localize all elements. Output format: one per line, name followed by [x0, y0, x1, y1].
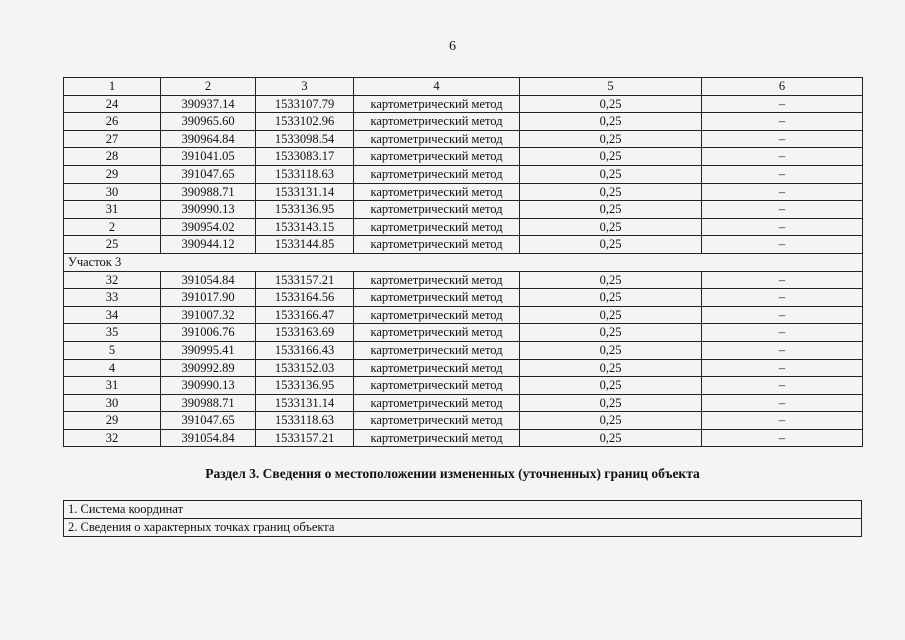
section-row [64, 253, 863, 271]
table-cell: картометрический метод [354, 236, 520, 254]
table-cell: – [702, 306, 863, 324]
table-cell: 33 [64, 289, 161, 307]
section-info-table [63, 500, 862, 537]
table-cell: 0,25 [520, 306, 702, 324]
table-cell: 391006.76 [161, 324, 256, 342]
table-cell: 390992.89 [161, 359, 256, 377]
table-cell: 390965.60 [161, 113, 256, 131]
table-cell: картометрический метод [354, 324, 520, 342]
table-cell: 1533107.79 [256, 95, 354, 113]
table-cell: 0,25 [520, 165, 702, 183]
table-cell: 0,25 [520, 341, 702, 359]
table-cell: 1533143.15 [256, 218, 354, 236]
table-row [64, 394, 863, 412]
table-cell: 1533152.03 [256, 359, 354, 377]
table-cell: 30 [64, 183, 161, 201]
table-cell: 28 [64, 148, 161, 166]
table-cell: 391047.65 [161, 165, 256, 183]
table-cell: картометрический метод [354, 95, 520, 113]
table-cell: 2 [64, 218, 161, 236]
table-cell: 30 [64, 394, 161, 412]
table-cell: 1533166.47 [256, 306, 354, 324]
header-row [64, 78, 863, 96]
table-cell: 390964.84 [161, 130, 256, 148]
table-cell: картометрический метод [354, 412, 520, 430]
table-cell: 0,25 [520, 271, 702, 289]
table-cell: 29 [64, 165, 161, 183]
table-cell: 35 [64, 324, 161, 342]
coordinates-table [63, 77, 863, 447]
table-row [64, 95, 863, 113]
info-row [64, 519, 862, 537]
table-cell: 1533157.21 [256, 429, 354, 447]
table-cell: 390990.13 [161, 377, 256, 395]
table-row [64, 236, 863, 254]
table-cell: 0,25 [520, 359, 702, 377]
table-cell: 390995.41 [161, 341, 256, 359]
table-cell: 391047.65 [161, 412, 256, 430]
table-cell: 1533136.95 [256, 201, 354, 219]
table-row [64, 341, 863, 359]
table-row [64, 148, 863, 166]
table-cell: 390988.71 [161, 394, 256, 412]
table-cell: 0,25 [520, 95, 702, 113]
table-cell: 24 [64, 95, 161, 113]
table-cell: 0,25 [520, 201, 702, 219]
table-cell: 1533131.14 [256, 183, 354, 201]
table-cell: – [702, 324, 863, 342]
table-row [64, 289, 863, 307]
table-cell: – [702, 95, 863, 113]
table-cell: 1533118.63 [256, 165, 354, 183]
table-cell: картометрический метод [354, 201, 520, 219]
table-cell: картометрический метод [354, 429, 520, 447]
page-number: 6 [449, 39, 456, 54]
table-cell: 0,25 [520, 148, 702, 166]
table-cell: 390988.71 [161, 183, 256, 201]
table-cell: – [702, 412, 863, 430]
table-cell: 1533157.21 [256, 271, 354, 289]
table-cell: 1533144.85 [256, 236, 354, 254]
table-cell: 27 [64, 130, 161, 148]
table-cell: 26 [64, 113, 161, 131]
header-cell: 3 [256, 78, 354, 96]
table-cell: картометрический метод [354, 130, 520, 148]
table-cell: 0,25 [520, 218, 702, 236]
table-cell: 1533166.43 [256, 341, 354, 359]
info-row [64, 501, 862, 519]
table-cell: 0,25 [520, 236, 702, 254]
table-cell: 1533164.56 [256, 289, 354, 307]
table-cell: 1533118.63 [256, 412, 354, 430]
table-cell: 32 [64, 429, 161, 447]
header-cell: 6 [702, 78, 863, 96]
table-row [64, 201, 863, 219]
table-cell: картометрический метод [354, 148, 520, 166]
table-row [64, 306, 863, 324]
table-cell: 0,25 [520, 183, 702, 201]
table-row [64, 324, 863, 342]
table-cell: 1533163.69 [256, 324, 354, 342]
table-cell: 0,25 [520, 130, 702, 148]
table-cell: 391007.32 [161, 306, 256, 324]
table-cell: 0,25 [520, 113, 702, 131]
table-cell: картометрический метод [354, 183, 520, 201]
table-cell: – [702, 359, 863, 377]
header-cell: 4 [354, 78, 520, 96]
table-row [64, 183, 863, 201]
table-row [64, 218, 863, 236]
table-row [64, 271, 863, 289]
info-cell: 2. Сведения о характерных точках границ объекта [64, 519, 862, 537]
table-row [64, 113, 863, 131]
table-cell: картометрический метод [354, 271, 520, 289]
table-cell: – [702, 271, 863, 289]
table-cell: 5 [64, 341, 161, 359]
table-cell: 390990.13 [161, 201, 256, 219]
table-cell: 390944.12 [161, 236, 256, 254]
header-cell: 2 [161, 78, 256, 96]
table-cell: 391054.84 [161, 271, 256, 289]
table-cell: 1533098.54 [256, 130, 354, 148]
table-cell: 29 [64, 412, 161, 430]
table-cell: картометрический метод [354, 394, 520, 412]
table-cell: 390954.02 [161, 218, 256, 236]
table-row [64, 359, 863, 377]
table-cell: – [702, 236, 863, 254]
table-cell: 391041.05 [161, 148, 256, 166]
table-cell: 31 [64, 377, 161, 395]
table-cell: 25 [64, 236, 161, 254]
table-cell: 391054.84 [161, 429, 256, 447]
section-heading: Раздел 3. Сведения о местоположении измененных (уточненных) границ объекта [205, 466, 700, 481]
table-cell: – [702, 130, 863, 148]
table-row [64, 377, 863, 395]
table-cell: – [702, 429, 863, 447]
table-cell: картометрический метод [354, 306, 520, 324]
section-label: Участок 3 [64, 253, 863, 271]
table-cell: 34 [64, 306, 161, 324]
header-cell: 1 [64, 78, 161, 96]
table-row [64, 429, 863, 447]
table-cell: картометрический метод [354, 359, 520, 377]
info-cell: 1. Система координат [64, 501, 862, 519]
table-cell: – [702, 394, 863, 412]
table-cell: – [702, 183, 863, 201]
table-cell: 390937.14 [161, 95, 256, 113]
table-row [64, 130, 863, 148]
table-cell: 0,25 [520, 394, 702, 412]
table-cell: – [702, 218, 863, 236]
table-cell: – [702, 289, 863, 307]
table-cell: 0,25 [520, 429, 702, 447]
table-cell: 0,25 [520, 289, 702, 307]
table-row [64, 412, 863, 430]
table-cell: 391017.90 [161, 289, 256, 307]
table-cell: 0,25 [520, 324, 702, 342]
table-cell: картометрический метод [354, 165, 520, 183]
table-cell: – [702, 341, 863, 359]
table-cell: 32 [64, 271, 161, 289]
table-cell: – [702, 148, 863, 166]
table-cell: картометрический метод [354, 218, 520, 236]
table-cell: картометрический метод [354, 341, 520, 359]
table-cell: 0,25 [520, 412, 702, 430]
table-cell: 0,25 [520, 377, 702, 395]
table-cell: – [702, 201, 863, 219]
table-cell: 1533136.95 [256, 377, 354, 395]
table-cell: 31 [64, 201, 161, 219]
table-cell: 1533131.14 [256, 394, 354, 412]
table-cell: картометрический метод [354, 289, 520, 307]
table-row [64, 165, 863, 183]
table-cell: – [702, 113, 863, 131]
table-cell: картометрический метод [354, 113, 520, 131]
table-cell: – [702, 165, 863, 183]
table-cell: 1533102.96 [256, 113, 354, 131]
table-cell: 4 [64, 359, 161, 377]
table-cell: 1533083.17 [256, 148, 354, 166]
table-cell: картометрический метод [354, 377, 520, 395]
header-cell: 5 [520, 78, 702, 96]
table-cell: – [702, 377, 863, 395]
